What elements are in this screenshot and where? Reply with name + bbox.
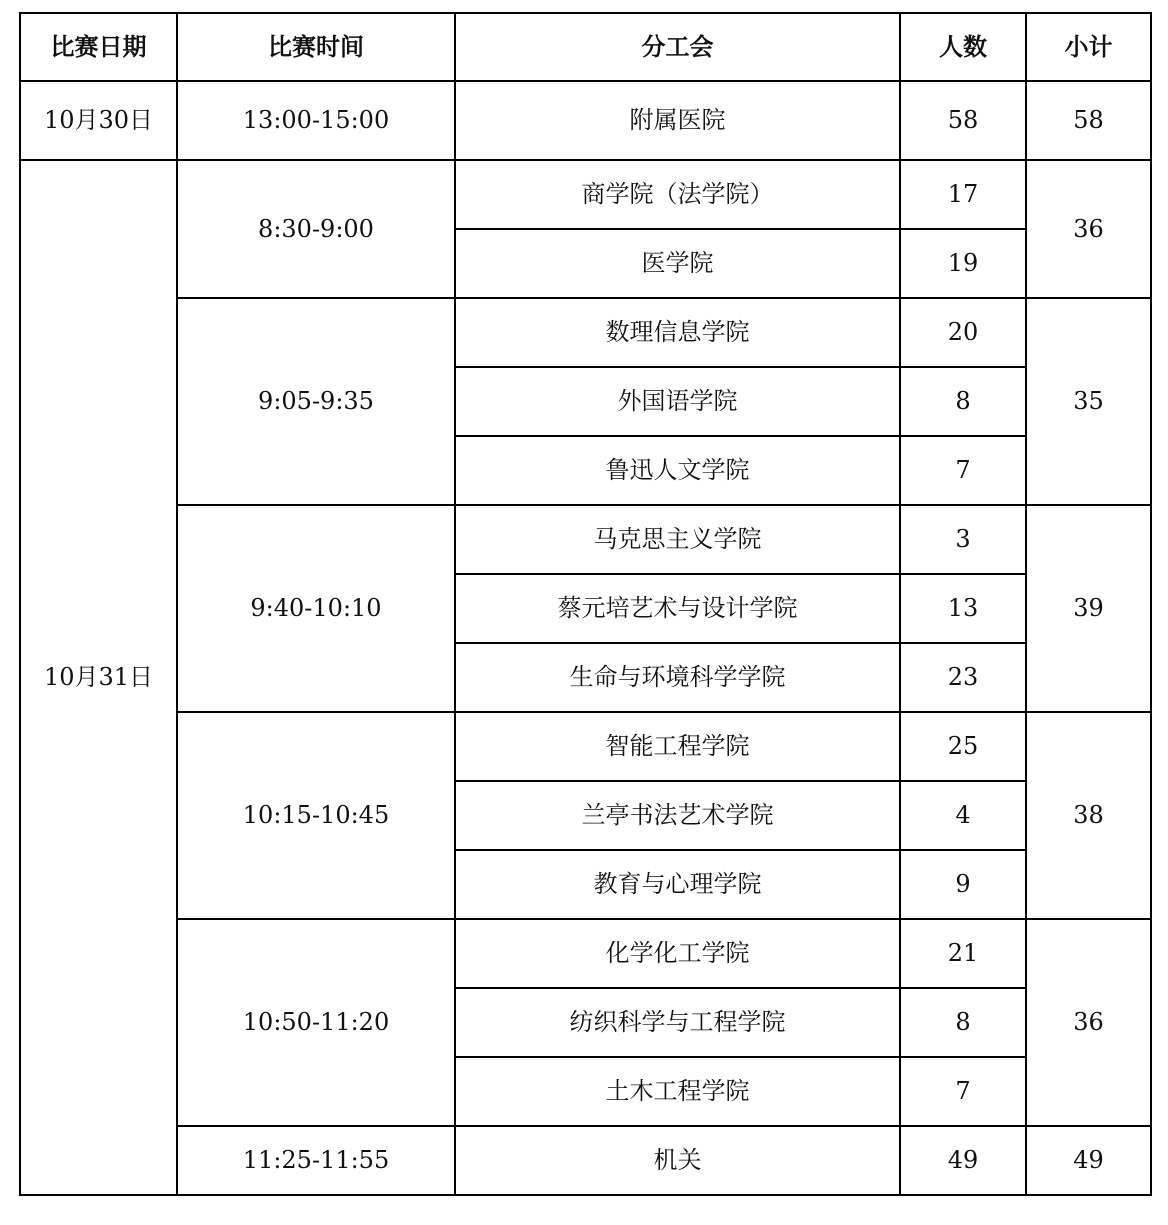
count-cell: 17 — [900, 160, 1026, 229]
unit-cell: 兰亭书法艺术学院 — [455, 781, 900, 850]
unit-cell: 纺织科学与工程学院 — [455, 988, 900, 1057]
schedule-table — [19, 12, 1152, 1196]
header-unit: 分工会 — [455, 13, 900, 81]
header-count: 人数 — [900, 13, 1026, 81]
table-row — [20, 1126, 1151, 1195]
count-cell: 7 — [900, 436, 1026, 505]
count-cell: 23 — [900, 643, 1026, 712]
date-cell: 10月31日 — [20, 160, 177, 1195]
header-date: 比赛日期 — [20, 13, 177, 81]
subtotal-cell: 38 — [1026, 712, 1151, 919]
count-cell: 49 — [900, 1126, 1026, 1195]
time-cell: 9:05-9:35 — [177, 298, 455, 505]
header-subtotal: 小计 — [1026, 13, 1151, 81]
count-cell: 8 — [900, 988, 1026, 1057]
unit-cell: 教育与心理学院 — [455, 850, 900, 919]
unit-cell: 蔡元培艺术与设计学院 — [455, 574, 900, 643]
subtotal-cell: 36 — [1026, 919, 1151, 1126]
count-cell: 7 — [900, 1057, 1026, 1126]
table-row — [20, 712, 1151, 781]
unit-cell: 生命与环境科学学院 — [455, 643, 900, 712]
unit-cell: 机关 — [455, 1126, 900, 1195]
unit-cell: 马克思主义学院 — [455, 505, 900, 574]
table-row — [20, 505, 1151, 574]
count-cell: 3 — [900, 505, 1026, 574]
count-cell: 13 — [900, 574, 1026, 643]
time-cell: 8:30-9:00 — [177, 160, 455, 298]
table-row — [20, 298, 1151, 367]
table-row — [20, 160, 1151, 229]
unit-cell: 医学院 — [455, 229, 900, 298]
time-cell: 11:25-11:55 — [177, 1126, 455, 1195]
unit-cell: 附属医院 — [455, 81, 900, 160]
count-cell: 58 — [900, 81, 1026, 160]
count-cell: 19 — [900, 229, 1026, 298]
subtotal-cell: 36 — [1026, 160, 1151, 298]
unit-cell: 外国语学院 — [455, 367, 900, 436]
count-cell: 8 — [900, 367, 1026, 436]
unit-cell: 化学化工学院 — [455, 919, 900, 988]
subtotal-cell: 49 — [1026, 1126, 1151, 1195]
time-cell: 10:50-11:20 — [177, 919, 455, 1126]
subtotal-cell: 35 — [1026, 298, 1151, 505]
count-cell: 21 — [900, 919, 1026, 988]
count-cell: 4 — [900, 781, 1026, 850]
table-row — [20, 919, 1151, 988]
date-cell: 10月30日 — [20, 81, 177, 160]
count-cell: 25 — [900, 712, 1026, 781]
subtotal-cell: 58 — [1026, 81, 1151, 160]
unit-cell: 鲁迅人文学院 — [455, 436, 900, 505]
unit-cell: 智能工程学院 — [455, 712, 900, 781]
unit-cell: 土木工程学院 — [455, 1057, 900, 1126]
table-row — [20, 81, 1151, 160]
count-cell: 9 — [900, 850, 1026, 919]
unit-cell: 商学院（法学院） — [455, 160, 900, 229]
time-cell: 10:15-10:45 — [177, 712, 455, 919]
unit-cell: 数理信息学院 — [455, 298, 900, 367]
header-row — [20, 13, 1151, 81]
count-cell: 20 — [900, 298, 1026, 367]
header-time: 比赛时间 — [177, 13, 455, 81]
time-cell: 9:40-10:10 — [177, 505, 455, 712]
subtotal-cell: 39 — [1026, 505, 1151, 712]
time-cell: 13:00-15:00 — [177, 81, 455, 160]
